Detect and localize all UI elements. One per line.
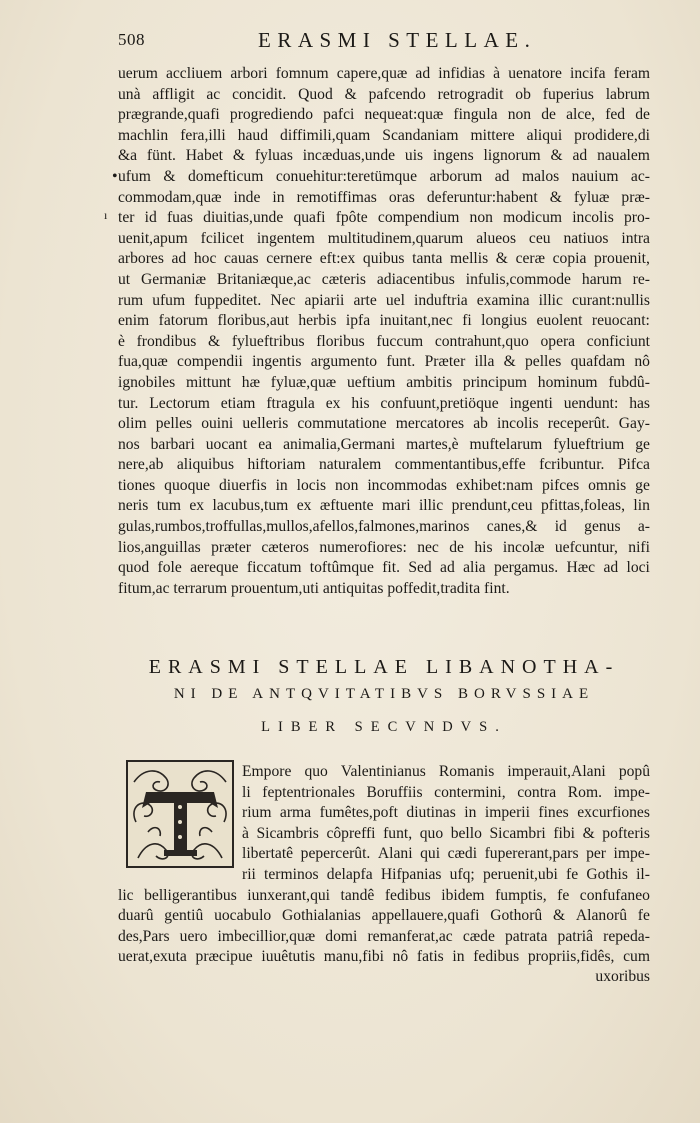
text-line: unà affligit ac concidit. Quod & pafcendo retrogradit ob fuperius labrum	[118, 85, 650, 103]
text-line: des,Pars uero imbecillior,quæ domi remanferat,ac cæde patrata patriâ repeda-	[118, 927, 650, 945]
running-title: ERASMI STELLAE.	[258, 28, 537, 52]
text-line: prægrande,quafi progrediendo pafci nequeat:quæ fingula non de alce, fed de	[118, 106, 650, 124]
text-line: &a fünt. Habet & fyluas incæduas,unde uis ingens lignorum & ad naualem	[118, 147, 650, 165]
text-line: arbores ad hoc cauas cernere eft:ex quibus tanta mellis & ceræ copia prouenit,	[118, 250, 650, 268]
text-line: quod fole aereque ficcatum toftûmque fit. Sed ad alia pergamus. Hæc ad loci	[118, 559, 650, 577]
book-heading-line-1: ERASMI STELLAE LIBANOTHA-	[148, 656, 620, 678]
text-line: machlin fera,illi haud diffimili,quam Scandaniam mittere aliqui prodidere,di	[118, 126, 650, 144]
text-line: rum ufum fuppeditet. Nec apiarii arte uel induftria examina illic curant:nullis	[118, 291, 650, 309]
catchword: uxoribus	[595, 968, 650, 985]
text-line: lic belligerantibus iunxerant,qui tandê fedibus ibidem fumptis, fe confufaneo	[118, 886, 650, 904]
text-line: fitum,ac terrarum prouentum,uti antiquitas poffedit,tradita fint.	[118, 579, 510, 597]
text-line: olim pelles ouini uelleris commutatione mercatores ab incolis receperût. Gay-	[118, 415, 650, 433]
text-line: tur. Lectorum etiam ftragula ex his confuunt,pretiöque ingenti uendunt: has	[118, 394, 650, 412]
text-line: duarû gentiû uocabulo Gothialanias appellauere,quafi Gothorû & Alanorû fe	[118, 907, 650, 925]
text-line: nos barbari uocant ea animalia,Germani martes,è muftelarum fylueftrium ge	[118, 435, 650, 453]
text-line: ut Germaniæ Britaniæque,ac cæteris adiacentibus infulis,commode harum re-	[118, 270, 650, 288]
text-line: è frondibus & fylueftribus floribus fuccum contrahunt,quo opera conficiunt	[118, 332, 650, 350]
text-line: enim fatorum floribus,aut herbis ipfa inuitant,nec fi longius euolent reuocant:	[118, 312, 650, 330]
text-line: commodam,quæ inde in remotiffimas oras deferuntur:habent & fyluæ præ-	[118, 188, 650, 206]
text-line: nere,ab aliquibus hiftoriam naturalem commentantibus,effe fcribuntur. Pifca	[118, 456, 650, 474]
text-line: rium arma fumêtes,poft diutinas in imperii fines excurfiones	[242, 804, 650, 822]
text-line: gulas,rumbos,troffullas,mullos,afellos,falmones,marinos canes,& id genus a-	[118, 518, 650, 536]
text-line: à Sicambris côpreffi funt, quo bello Sicambri fibi & pofteris	[242, 824, 650, 842]
second-section-text	[118, 762, 650, 968]
text-line: uerat,exuta præcipue iuuêtutis manu,fibi nô fatis in fedibus propriis,fidês, cum	[118, 948, 650, 966]
text-line: rii terminos delapfa Hifpanias ufq; peruenit,ubi fe Gothis il-	[242, 865, 650, 883]
marginal-tick-icon: ı	[104, 208, 108, 222]
first-section-text	[118, 64, 650, 599]
page-number: 508	[118, 30, 145, 49]
text-line: tiones quoque diuerfis in locis non incommodas exhibet:nam pifces omnis ge	[118, 476, 650, 494]
text-line: uenit,apum fcilicet ingentem multitudinem,quarum alueos ceu natiuos intra	[118, 229, 650, 247]
text-line: uerum accliuem arbori fomnum capere,quæ ad infidias à uenatore incifa feram	[118, 65, 650, 82]
book-heading-line-2: NI DE ANTQVITATIBVS BORVSSIAE	[173, 686, 595, 702]
text-line: lios,anguillas præter cæteros numerofiores: nec de his incolæ uefcuntur, nifi	[118, 538, 650, 556]
running-head	[118, 30, 658, 54]
text-line: ufum & domefticum conuehitur:teretümque arborum ad malos nauium ac-	[118, 167, 650, 185]
text-line: fua,quæ compendii ingentis argumento funt. Præter illa & pelles quafdam nô	[118, 353, 650, 371]
text-line: ter id fuas diuitias,unde quafi fpôte compendium non modicum incolis pro-	[118, 209, 650, 227]
text-line: libertatê pepercerût. Alani qui cædi fupererant,pars per impe-	[242, 845, 650, 863]
marginal-mark-icon: •	[112, 168, 118, 185]
text-line: li feptentrionales Boruffiis contermini, contra Rom. impe-	[242, 783, 650, 801]
text-line: ignobiles mittunt hæ fyluæ,quæ ueftium ambitis principum hominum fubdû-	[118, 373, 650, 391]
book-heading-line-3: LIBER SECVNDVS.	[261, 719, 507, 735]
text-line: neris tum ex lacubus,tum ex æftuente mari illic prendunt,ceu pfittas,foleas, lin	[118, 497, 650, 515]
text-line: Empore quo Valentinianus Romanis imperauit,Alani popû	[242, 763, 650, 780]
